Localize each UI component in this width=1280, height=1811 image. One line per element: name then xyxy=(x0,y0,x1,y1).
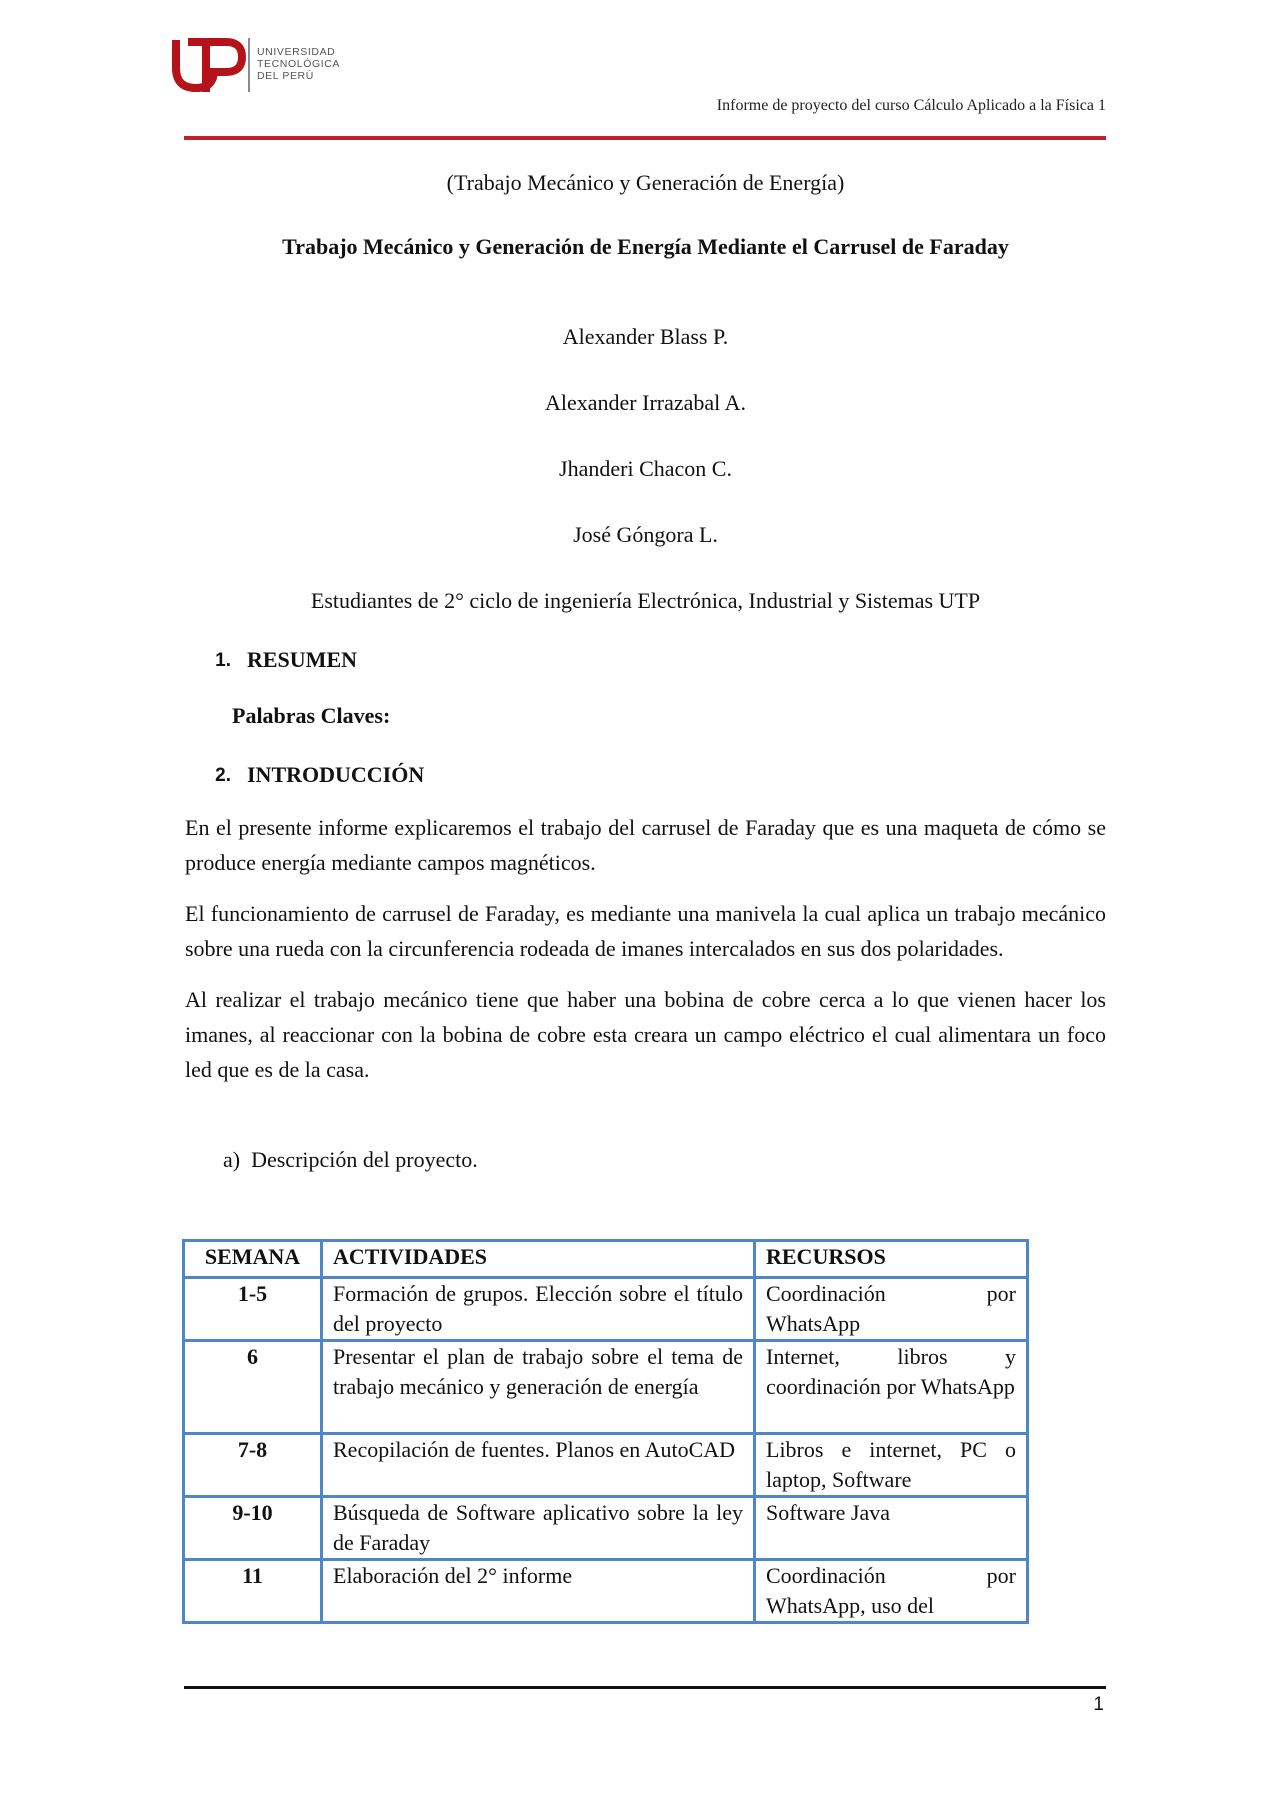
resources-cell: Software Java xyxy=(755,1497,1028,1560)
week-cell: 6 xyxy=(184,1341,322,1434)
section-title: INTRODUCCIÓN xyxy=(247,762,425,787)
logo-divider xyxy=(248,38,250,92)
project-schedule-table xyxy=(182,1239,1029,1624)
resources-cell: Coordinación por WhatsApp xyxy=(755,1278,1028,1341)
week-cell: 7-8 xyxy=(184,1434,322,1497)
utp-logo xyxy=(170,34,360,96)
resources-cell: Libros e internet, PC o laptop, Software xyxy=(755,1434,1028,1497)
document-body xyxy=(185,170,1106,1173)
utp-logo-mark xyxy=(170,34,248,96)
table-row xyxy=(184,1434,1028,1497)
table-header-row xyxy=(184,1241,1028,1278)
header-semana: SEMANA xyxy=(184,1241,322,1278)
keywords-label: Palabras Claves: xyxy=(232,703,391,728)
intro-paragraph-1: En el presente informe explicaremos el trabajo del carrusel de Faraday que es una maqueta de cómo se produce energía mediante campos magnéticos. xyxy=(185,815,1106,875)
document-title: Trabajo Mecánico y Generación de Energía Mediante el Carrusel de Faraday xyxy=(282,234,1009,259)
logo-line-2: TECNOLÓGICA xyxy=(257,58,341,70)
subsection-title: Descripción del proyecto. xyxy=(251,1147,478,1172)
logo-line-1: UNIVERSIDAD xyxy=(257,46,336,58)
intro-paragraph-3: Al realizar el trabajo mecánico tiene que haber una bobina de cobre cerca a lo que vienen hacer los imanes, al reaccionar con la bobina de cobre esta creara un campo eléctrico el cual alimentara un foco led que es de la casa. xyxy=(185,987,1106,1082)
header-actividades: ACTIVIDADES xyxy=(322,1241,755,1278)
week-cell: 9-10 xyxy=(184,1497,322,1560)
header-course-line: Informe de proyecto del curso Cálculo Aplicado a la Física 1 xyxy=(716,97,1106,114)
week-cell: 1-5 xyxy=(184,1278,322,1341)
header-recursos: RECURSOS xyxy=(755,1241,1028,1278)
section-title: RESUMEN xyxy=(247,647,358,672)
resources-cell: Internet, libros y coordinación por WhatsApp xyxy=(755,1341,1028,1434)
list-marker: a) xyxy=(223,1147,241,1172)
section-introduccion-heading xyxy=(185,762,1106,790)
footer-rule xyxy=(184,1686,1106,1689)
table-row xyxy=(184,1497,1028,1560)
author-1: Alexander Blass P. xyxy=(562,324,729,349)
page-number: 1 xyxy=(1093,1694,1104,1715)
affiliation: Estudiantes de 2° ciclo de ingeniería Electrónica, Industrial y Sistemas UTP xyxy=(310,588,981,613)
week-cell: 11 xyxy=(184,1560,322,1623)
header-rule xyxy=(184,136,1106,140)
author-4: José Góngora L. xyxy=(573,522,718,547)
table-row xyxy=(184,1278,1028,1341)
section-number: 1. xyxy=(215,650,231,671)
table-row xyxy=(184,1341,1028,1434)
author-3: Jhanderi Chacon C. xyxy=(559,456,732,481)
table-row xyxy=(184,1560,1028,1623)
logo-line-3: DEL PERÚ xyxy=(257,70,314,82)
activity-cell: Recopilación de fuentes. Planos en AutoCAD xyxy=(322,1434,755,1497)
activity-cell: Búsqueda de Software aplicativo sobre la ley de Faraday xyxy=(322,1497,755,1560)
resources-cell: Coordinación por WhatsApp, uso del xyxy=(755,1560,1028,1623)
intro-paragraph-2: El funcionamiento de carrusel de Faraday, es mediante una manivela la cual aplica un trabajo mecánico sobre una rueda con la circunferencia rodeada de imanes intercalados en sus dos polaridades. xyxy=(185,901,1106,961)
subsection-a-heading xyxy=(223,1147,1106,1173)
author-2: Alexander Irrazabal A. xyxy=(545,390,746,415)
section-resumen-heading xyxy=(185,647,1106,675)
section-number: 2. xyxy=(215,765,231,786)
activity-cell: Elaboración del 2° informe xyxy=(322,1560,755,1623)
activity-cell: Presentar el plan de trabajo sobre el tema de trabajo mecánico y generación de energía xyxy=(322,1341,755,1434)
document-subtitle: (Trabajo Mecánico y Generación de Energía) xyxy=(446,170,845,195)
activity-cell: Formación de grupos. Elección sobre el título del proyecto xyxy=(322,1278,755,1341)
logo-wordmark xyxy=(257,46,340,82)
